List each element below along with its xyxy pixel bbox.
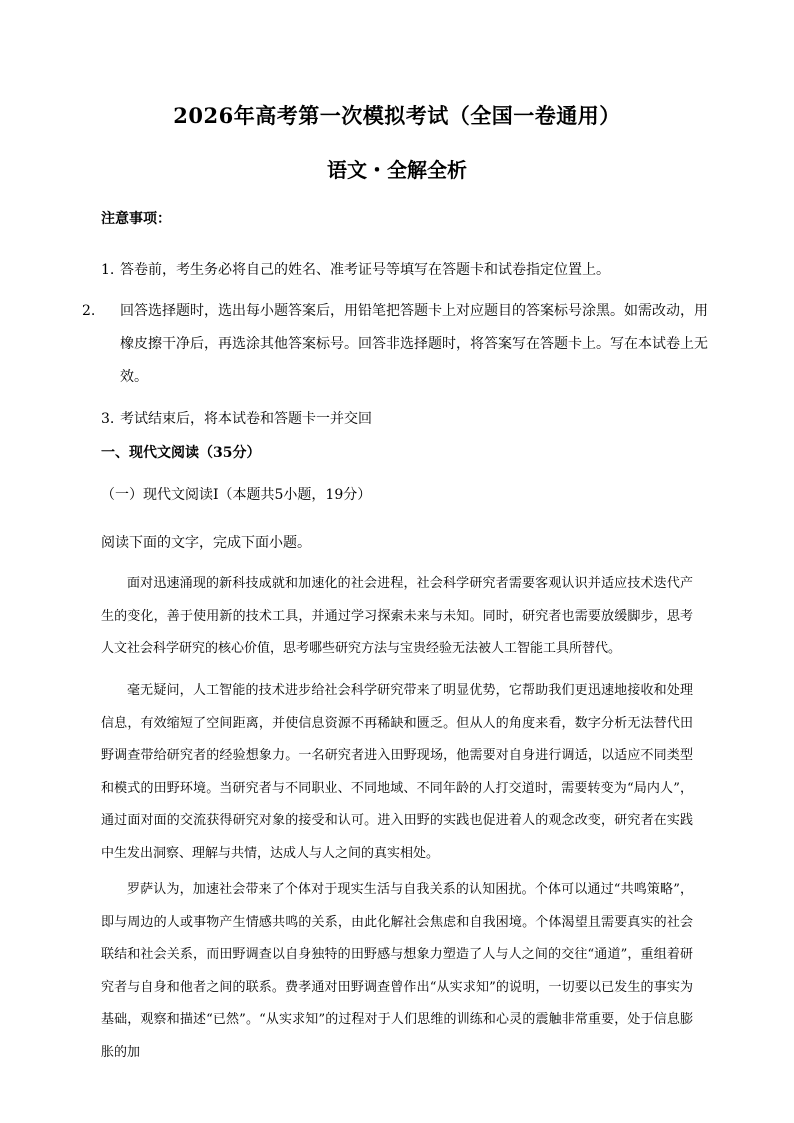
document-subtitle: 语文・全解全析 bbox=[327, 158, 467, 182]
notice-item-2 bbox=[82, 295, 712, 394]
notice-heading: 注意事项： bbox=[101, 211, 171, 227]
section-heading: 一、现代文阅读（35分） bbox=[101, 445, 261, 461]
notice-item-number: 3. bbox=[101, 411, 115, 427]
notice-item-text: 考试结束后，将本试卷和答题卡一并交回 bbox=[120, 411, 372, 427]
body-paragraph-2: 毫无疑问，人工智能的技术进步给社会科学研究带来了明显优势，它帮助我们更迅速地接收和处理信息，有效缩短了空间距离，并使信息资源不再稀缺和匮乏。但从人的角度来看，数字分析无法替代田野调查带给研究者的经验想象力。一名研究者进入田野现场，他需要对自身进行调适，以适应不同类型和模式的田野环境。当研究者与不同职业、不同地域、不同年龄的人打交道时，需要转变为“局内人”，通过面对面的交流获得研究对象的接受和认可。进入田野的实践也促进着人的观念改变，研究者在实践中生发出洞察、理解与共情，达成人与人之间的真实相处。 bbox=[101, 683, 693, 861]
section-subheading: （一）现代文阅读Ⅰ（本题共5小题，19分） bbox=[101, 487, 372, 503]
notice-item-1 bbox=[101, 254, 691, 287]
body-paragraph-3: 罗萨认为，加速社会带来了个体对于现实生活与自我关系的认知困扰。个体可以通过“共鸣策略”，即与周边的人或事物产生情感共鸣的关系，由此化解社会焦虑和自我困境。个体渴望且需要真实的社会联结和社会关系，而田野调查以自身独特的田野感与想象力塑造了人与人之间的交往“通道”，重组着研究者与自身和他者之间的联系。费孝通对田野调查曾作出“从实求知”的说明，一切要以已发生的事实为基础，观察和描述“已然”。“从实求知”的过程对于人们思维的训练和心灵的震触非常重要，处于信息膨胀的加 bbox=[101, 882, 693, 1060]
notice-item-number: 2. bbox=[82, 303, 96, 319]
reading-instruction: 阅读下面的文字，完成下面小题。 bbox=[101, 535, 311, 551]
notice-item-3 bbox=[101, 403, 691, 436]
body-paragraph-1: 面对迅速涌现的新科技成就和加速化的社会进程，社会科学研究者需要客观认识并适应技术迭代产生的变化，善于使用新的技术工具，并通过学习探索未来与未知。同时，研究者也需要放缓脚步，思考人文社会科学研究的核心价值，思考哪些研究方法与宝贵经验无法被人工智能工具所替代。 bbox=[101, 576, 693, 656]
notice-item-text: 答卷前，考生务必将自己的姓名、准考证号等填写在答题卡和试卷指定位置上。 bbox=[120, 262, 610, 278]
document-title: 2026年高考第一次模拟考试（全国一卷通用） bbox=[173, 103, 621, 128]
notice-item-text: 回答选择题时，选出每小题答案后，用铅笔把答题卡上对应题目的答案标号涂黑。如需改动，用橡皮擦干净后，再选涂其他答案标号。回答非选择题时，将答案写在答题卡上。写在本试卷上无效。 bbox=[120, 303, 708, 385]
notice-item-number: 1. bbox=[101, 262, 115, 278]
